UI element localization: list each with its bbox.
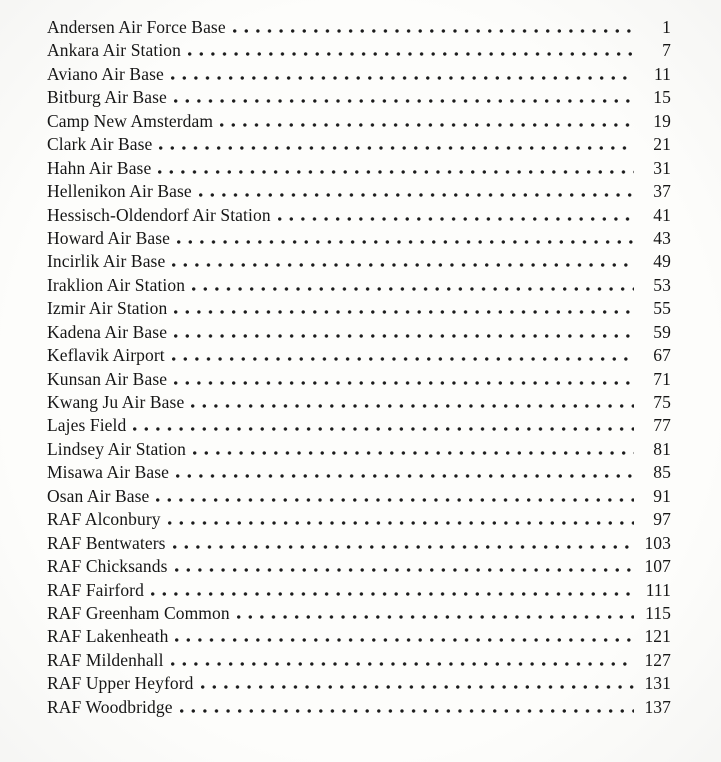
toc-entry-title: Incirlik Air Base [47, 251, 166, 272]
toc-entry-page-number: 107 [644, 556, 671, 577]
toc-entry-page-number: 91 [653, 485, 671, 506]
dot-leader [174, 310, 634, 314]
toc-entry [47, 485, 671, 508]
toc-entry-title: Keflavik Airport [47, 345, 165, 366]
toc-entry-title: Hellenikon Air Base [47, 181, 192, 202]
toc-entry [47, 555, 671, 578]
toc-entry-page-number: 7 [662, 40, 671, 61]
toc-entry-page-number: 21 [653, 134, 671, 155]
toc-entry-page-number: 137 [644, 696, 671, 717]
toc-entry [47, 157, 671, 180]
toc-entry-title: RAF Bentwaters [47, 532, 166, 553]
toc-entry [47, 508, 671, 531]
toc-entry-page-number: 81 [653, 438, 671, 459]
toc-entry-page-number: 103 [644, 532, 671, 553]
toc-entry-page-number: 55 [653, 298, 671, 319]
toc-entry-page-number: 59 [653, 321, 671, 342]
dot-leader [193, 451, 634, 455]
toc-entry-page-number: 1 [662, 17, 671, 37]
toc-entry-page-number: 71 [653, 368, 671, 389]
toc-entry-title: RAF Upper Heyford [47, 673, 194, 694]
toc-entry [47, 180, 671, 203]
toc-entry-title: Hahn Air Base [47, 157, 152, 178]
toc-entry [47, 39, 671, 62]
toc-entry-page-number: 31 [653, 157, 671, 178]
toc-entry-title: Lindsey Air Station [47, 438, 186, 459]
toc-entry [47, 602, 671, 625]
toc-entry [47, 461, 671, 484]
toc-list [47, 16, 671, 719]
dot-leader [220, 123, 634, 127]
dot-leader [237, 615, 634, 619]
dot-leader [174, 334, 634, 338]
toc-entry-title: RAF Alconbury [47, 509, 161, 530]
toc-entry-page-number: 131 [644, 673, 671, 694]
dot-leader [171, 662, 634, 666]
toc-entry-title: Kunsan Air Base [47, 368, 168, 389]
dot-leader [174, 99, 634, 103]
toc-entry-page-number: 67 [653, 345, 671, 366]
toc-entry-title: Camp New Amsterdam [47, 110, 214, 131]
toc-entry [47, 391, 671, 414]
dot-leader [172, 357, 634, 361]
dot-leader [174, 381, 634, 385]
toc-entry-page-number: 37 [653, 181, 671, 202]
toc-entry-page-number: 85 [653, 462, 671, 483]
dot-leader [278, 217, 634, 221]
toc-entry [47, 250, 671, 273]
dot-leader [156, 498, 634, 502]
dot-leader [176, 474, 634, 478]
dot-leader [168, 521, 634, 525]
dot-leader [172, 263, 634, 267]
dot-leader [171, 76, 634, 80]
toc-entry [47, 110, 671, 133]
toc-entry-page-number: 75 [653, 392, 671, 412]
dot-leader [233, 29, 634, 33]
toc-entry-title: RAF Woodbridge [47, 696, 173, 717]
toc-entry-title: Andersen Air Force Base [47, 17, 226, 37]
toc-entry-title: RAF Mildenhall [47, 649, 164, 670]
toc-entry-page-number: 15 [653, 87, 671, 108]
toc-entry [47, 297, 671, 320]
dot-leader [201, 685, 634, 689]
toc-entry-title: RAF Greenham Common [47, 602, 230, 623]
dot-leader [177, 240, 634, 244]
toc-entry [47, 414, 671, 437]
toc-entry-page-number: 121 [644, 626, 671, 647]
dot-leader [180, 709, 634, 713]
toc-entry [47, 274, 671, 297]
toc-entry-title: Kadena Air Base [47, 321, 168, 342]
toc-entry [47, 368, 671, 391]
toc-entry-page-number: 97 [653, 509, 671, 530]
toc-entry-title: Iraklion Air Station [47, 274, 186, 295]
toc-entry-title: Misawa Air Base [47, 462, 170, 483]
toc-entry-title: Lajes Field [47, 415, 127, 436]
toc-entry-title: Ankara Air Station [47, 40, 181, 61]
toc-entry-page-number: 49 [653, 251, 671, 272]
dot-leader [173, 545, 634, 549]
toc-entry [47, 63, 671, 86]
toc-entry-page-number: 115 [645, 602, 671, 623]
toc-entry-title: Howard Air Base [47, 227, 171, 248]
dot-leader [158, 170, 634, 174]
toc-entry [47, 579, 671, 602]
toc-entry [47, 16, 671, 39]
toc-entry-title: Hessisch-Oldendorf Air Station [47, 204, 271, 225]
toc-entry-page-number: 111 [645, 579, 671, 600]
toc-entry [47, 649, 671, 672]
dot-leader [191, 404, 634, 408]
toc-entry-title: Izmir Air Station [47, 298, 168, 319]
toc-entry [47, 438, 671, 461]
dot-leader [192, 287, 634, 291]
toc-entry [47, 204, 671, 227]
dot-leader [188, 52, 634, 56]
toc-entry-page-number: 127 [644, 649, 671, 670]
toc-entry-title: Aviano Air Base [47, 63, 164, 84]
dot-leader [159, 146, 634, 150]
toc-entry-title: RAF Fairford [47, 579, 144, 600]
dot-leader [151, 592, 634, 596]
dot-leader [133, 427, 634, 431]
toc-entry-title: Clark Air Base [47, 134, 153, 155]
toc-entry-page-number: 41 [653, 204, 671, 225]
toc-entry-page-number: 43 [653, 227, 671, 248]
toc-entry-page-number: 77 [653, 415, 671, 436]
dot-leader [199, 193, 634, 197]
toc-entry-title: Bitburg Air Base [47, 87, 167, 108]
toc-entry [47, 532, 671, 555]
toc-entry [47, 625, 671, 648]
toc-entry [47, 86, 671, 109]
toc-entry-title: RAF Lakenheath [47, 626, 169, 647]
dot-leader [175, 568, 634, 572]
toc-entry [47, 696, 671, 719]
toc-entry-title: Osan Air Base [47, 485, 150, 506]
toc-entry [47, 672, 671, 695]
toc-entry [47, 133, 671, 156]
toc-entry-page-number: 53 [653, 274, 671, 295]
toc-entry [47, 321, 671, 344]
toc-entry [47, 344, 671, 367]
dot-leader [175, 638, 634, 642]
toc-entry-title: RAF Chicksands [47, 556, 168, 577]
toc-entry-page-number: 11 [653, 63, 671, 84]
toc-entry-page-number: 19 [653, 110, 671, 131]
toc-entry [47, 227, 671, 250]
toc-entry-title: Kwang Ju Air Base [47, 392, 185, 412]
